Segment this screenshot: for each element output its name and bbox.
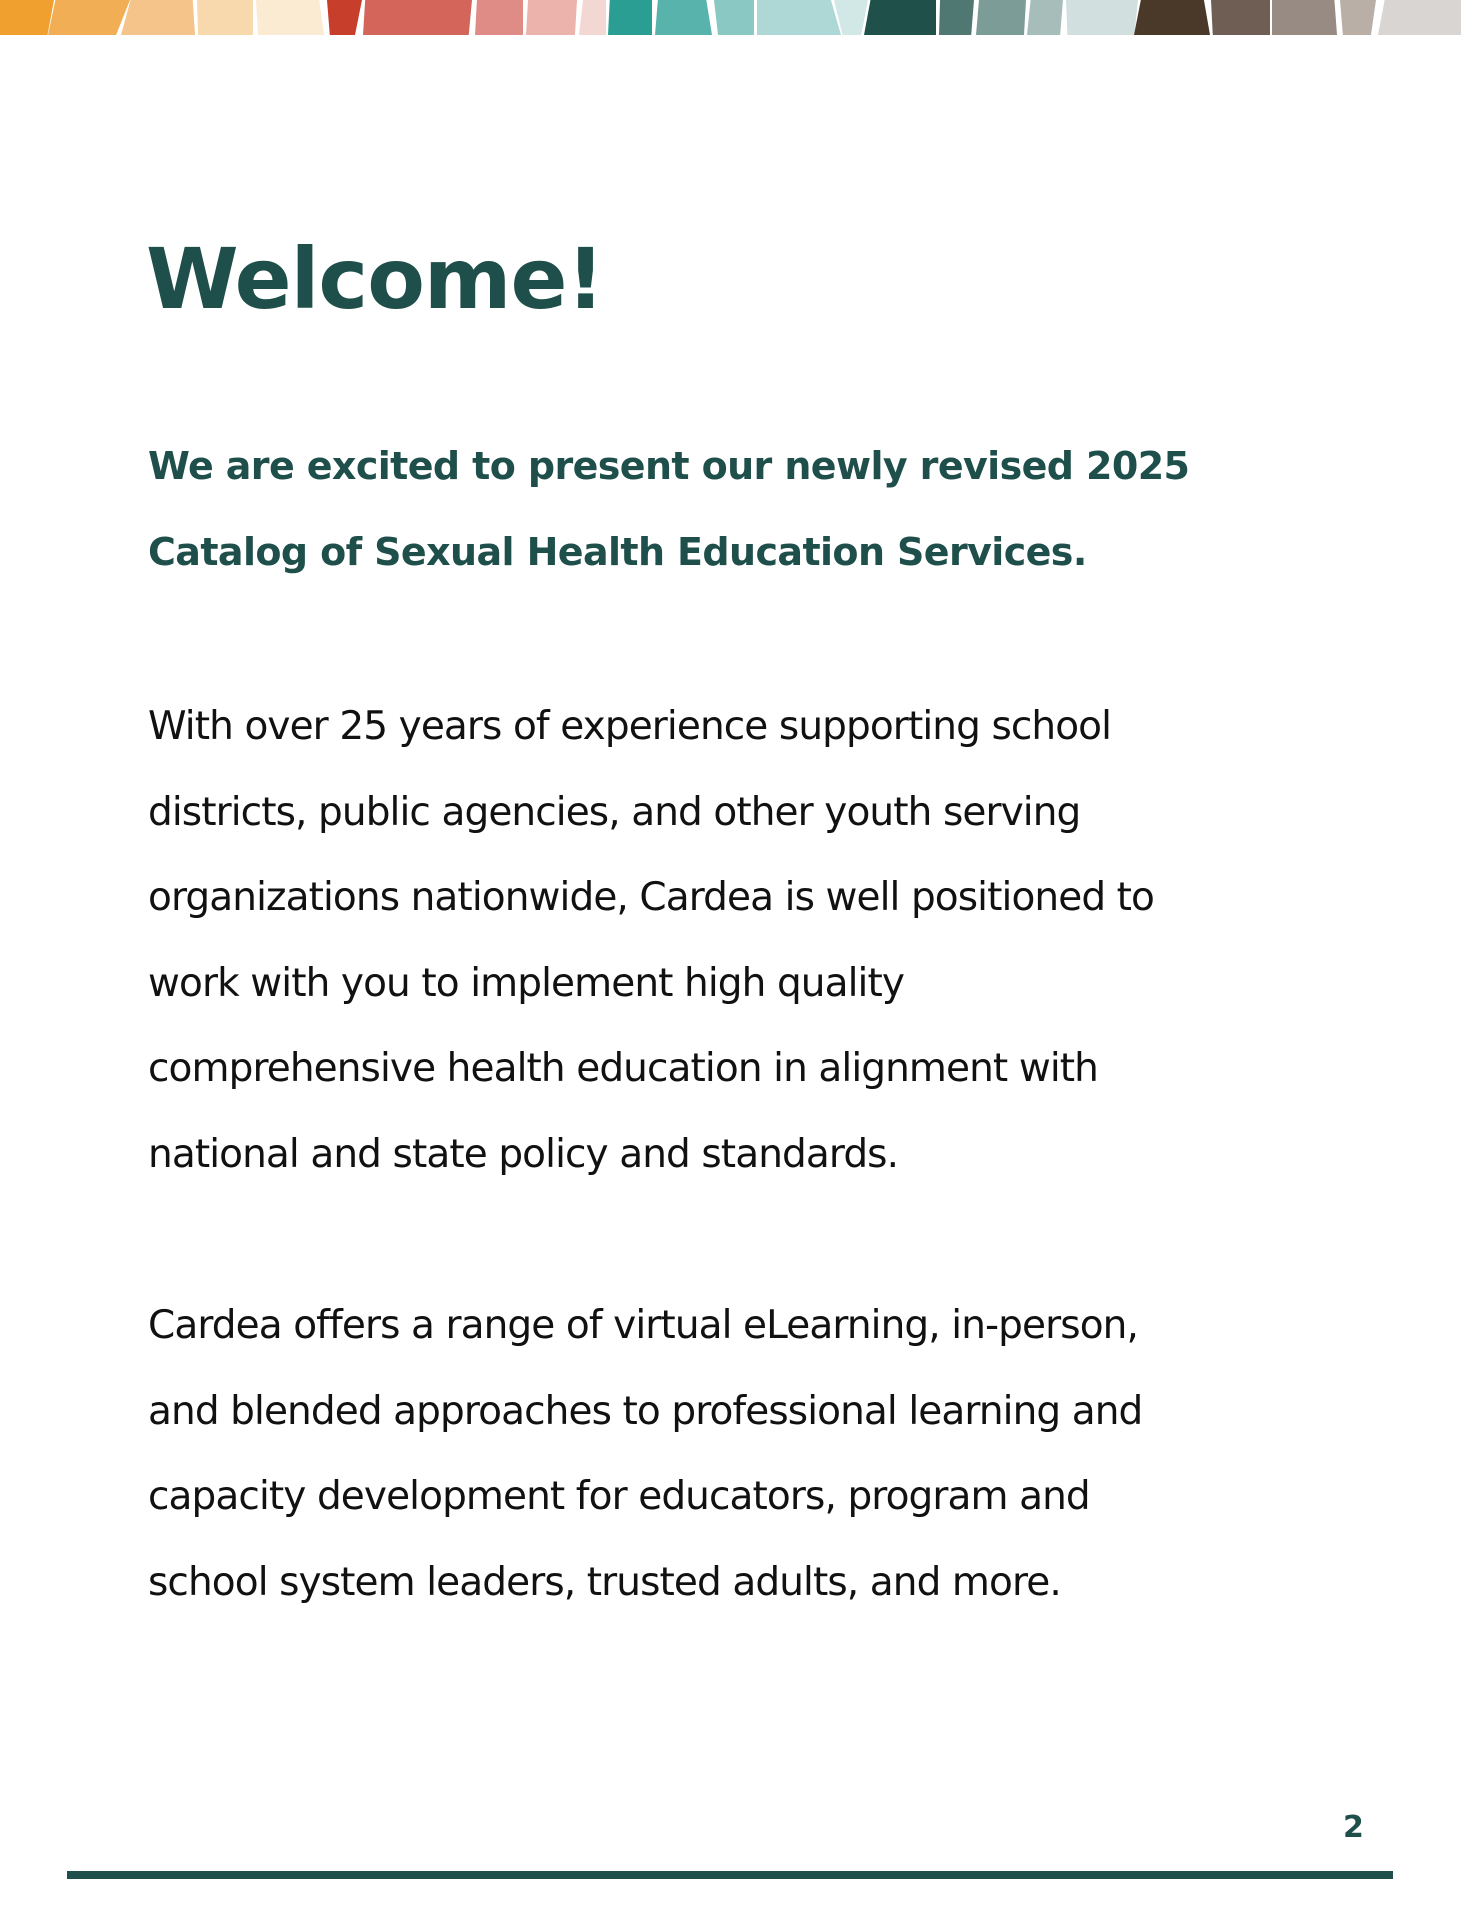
stripe-segment: [327, 0, 362, 35]
offerings-paragraph: [148, 1283, 1348, 1625]
stripe-segment: [1027, 0, 1063, 35]
paragraph-line: national and state policy and standards.: [148, 1131, 899, 1177]
stripe-segment: [1272, 0, 1337, 35]
stripe-segment: [256, 0, 324, 35]
experience-paragraph: [148, 684, 1348, 1197]
stripe-segment: [526, 0, 577, 35]
stripe-segment: [608, 0, 652, 35]
lead-line: Catalog of Sexual Health Education Services.: [148, 529, 1087, 574]
paragraph-line: school system leaders, trusted adults, and more.: [148, 1559, 1061, 1605]
paragraph-line: districts, public agencies, and other youth serving: [148, 789, 1081, 835]
stripe-segment: [864, 0, 936, 35]
stripe-segment: [121, 0, 195, 35]
page-number: 2: [1343, 1810, 1364, 1845]
stripe-segment: [475, 0, 523, 35]
lead-line: We are excited to present our newly revised 2025: [148, 444, 1190, 488]
stripe-segment: [0, 0, 54, 35]
decorative-color-stripe: [0, 0, 1461, 35]
stripe-segment: [1378, 0, 1461, 35]
paragraph-line: capacity development for educators, program and: [148, 1474, 1090, 1519]
stripe-segment: [976, 0, 1026, 35]
stripe-segment: [655, 0, 712, 35]
stripe-segment: [1211, 0, 1270, 35]
paragraph-line: organizations nationwide, Cardea is well positioned to: [148, 875, 1155, 920]
stripe-segment: [48, 0, 130, 35]
stripe-segment: [939, 0, 974, 35]
page-title: Welcome!: [146, 230, 604, 328]
stripe-segment: [1340, 0, 1376, 35]
stripe-segment: [197, 0, 253, 35]
stripe-segment: [1066, 0, 1138, 35]
stripe-segment: [363, 0, 472, 35]
stripe-segment: [714, 0, 754, 35]
intro-lead: [148, 424, 1328, 595]
stripe-segment: [757, 0, 841, 35]
footer-divider: [67, 1871, 1393, 1879]
paragraph-line: Cardea offers a range of virtual eLearning, in-person,: [148, 1303, 1138, 1348]
paragraph-line: and blended approaches to professional learning and: [148, 1388, 1143, 1434]
paragraph-line: work with you to implement high quality: [148, 960, 905, 1006]
stripe-segment: [579, 0, 606, 35]
stripe-segment: [1134, 0, 1210, 35]
paragraph-line: comprehensive health education in alignment with: [148, 1046, 1098, 1091]
paragraph-line: With over 25 years of experience supporting school: [148, 704, 1112, 749]
